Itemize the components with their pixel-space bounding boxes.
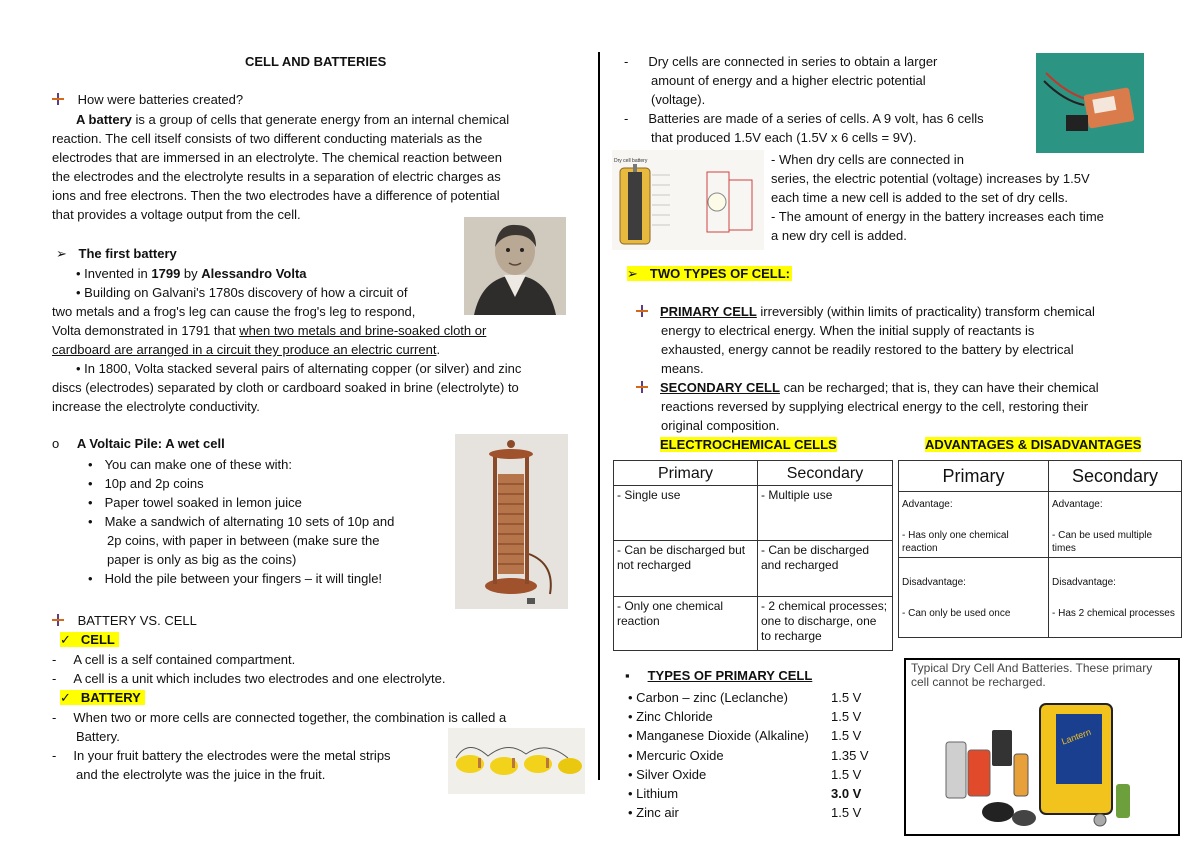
invented-line: • Invented in 1799 by Alessandro Volta (76, 266, 307, 281)
check-bullet-icon: ✓ (60, 690, 71, 705)
types-item: • Zinc air 1.5 V (628, 805, 862, 821)
dry-line: that produced 1.5V each (1.5V x 6 cells = 9V). (651, 130, 917, 145)
circle-bullet-icon: o (52, 436, 60, 451)
dot-bullet-icon: • (88, 571, 93, 586)
adv-heading: ADVANTAGES & DISADVANTAGES (925, 437, 1142, 452)
two-types-heading: ➢ TWO TYPES OF CELL: (627, 266, 791, 281)
table-cell: - Can be discharged but not recharged (614, 541, 758, 597)
battery-line: and the electrolyte was the juice in the fruit. (76, 767, 326, 782)
check-bullet-icon: ✓ (60, 632, 71, 647)
types-item: • Mercuric Oxide 1.35 V (628, 747, 869, 763)
voltaic-item-cont: 2p coins, with paper in between (make sure the (107, 533, 380, 548)
question-heading (52, 90, 243, 109)
dot-bullet-icon: • (88, 495, 93, 510)
dry-line: amount of energy and a higher electric potential (651, 73, 926, 88)
table-header: Primary (614, 461, 758, 486)
primary-line: PRIMARY CELL irreversibly (within limits of practicality) transform chemical (636, 302, 1095, 321)
dry-cell-lines (624, 52, 984, 147)
battery-label: ✓ BATTERY (60, 688, 145, 707)
table-cell: - Only one chemical reaction (614, 597, 758, 651)
first-battery-heading: ➢ The first battery (56, 246, 177, 261)
voltaic-pile-image (455, 434, 568, 609)
column-divider (598, 52, 600, 780)
dot-bullet-icon: • (88, 514, 93, 529)
table-header: Secondary (758, 461, 893, 486)
dry-line: (voltage). (651, 92, 706, 107)
voltaic-item: • Hold the pile between your fingers – it will tingle! (88, 571, 383, 586)
electro-heading: ELECTROCHEMICAL CELLS (660, 437, 837, 452)
voltaic-item-cont: paper is only as big as the coins) (107, 552, 297, 567)
types-list (628, 688, 869, 822)
cell-lines (52, 650, 446, 688)
table-cell: Advantage: - Can be used multiple times (1049, 492, 1182, 558)
electrochemical-table (613, 460, 893, 651)
secondary-line: reactions reversed by supplying electrical energy to the cell, restoring their (661, 399, 1089, 414)
svg-text:Dry cell battery: Dry cell battery (614, 158, 648, 164)
dry-line: - Batteries are made of a series of cells. A 9 volt, has 6 cells (624, 111, 984, 126)
dot-bullet-icon: • (88, 476, 93, 491)
table-header: Secondary (1049, 461, 1182, 492)
voltaic-list (88, 455, 394, 588)
voltaic-item: • You can make one of these with: (88, 457, 292, 472)
advantages-table (898, 460, 1182, 638)
types-item: • Manganese Dioxide (Alkaline) 1.5 V (628, 728, 862, 744)
intro-line: A battery is a group of cells that generate energy from an internal chemical (76, 112, 510, 127)
dry-line: - Dry cells are connected in series to obtain a larger (624, 54, 938, 69)
voltaic-heading: o A Voltaic Pile: A wet cell (52, 436, 225, 451)
secondary-line: original composition. (661, 418, 780, 433)
intro-line: that provides a voltage output from the cell. (52, 207, 301, 222)
table-header: Primary (899, 461, 1049, 492)
series-line: a new dry cell is added. (771, 228, 907, 243)
plus-bullet-icon (636, 305, 648, 317)
svg-text:Lantern: Lantern (1060, 726, 1093, 747)
galvani-line: two metals and a frog's leg can cause the frog's leg to respond, (52, 304, 416, 319)
secondary-line: SECONDARY CELL can be recharged; that is, they can have their chemical (636, 378, 1099, 397)
cell-line: - A cell is a self contained compartment. (52, 652, 296, 667)
series-line: - The amount of energy in the battery increases each time (771, 209, 1104, 224)
volta-portrait-image (464, 217, 566, 315)
table-cell: Advantage: - Has only one chemical reaction (899, 492, 1049, 558)
battery-lines (52, 708, 506, 784)
voltaic-item: • Paper towel soaked in lemon juice (88, 495, 302, 510)
galvani-line: • Building on Galvani's 1780s discovery of how a circuit of (76, 285, 408, 300)
types-item: • Silver Oxide 1.5 V (628, 766, 862, 782)
table-cell: - 2 chemical processes; one to discharge, one to recharge (758, 597, 893, 651)
volta-line: Volta demonstrated in 1791 that when two metals and brine-soaked cloth or (52, 323, 487, 338)
cell-line: - A cell is a unit which includes two electrodes and one electrolyte. (52, 671, 446, 686)
primary-line: means. (661, 361, 704, 376)
first-battery-body (52, 264, 521, 416)
battery-line: - When two or more cells are connected together, the combination is called a (52, 710, 507, 725)
primary-line: exhausted, energy cannot be readily restored to the battery by electrical (661, 342, 1074, 357)
battery-line: Battery. (76, 729, 120, 744)
series-line: series, the electric potential (voltage) increases by 1.5V (771, 171, 1090, 186)
dry-cells-image (906, 694, 1178, 834)
voltaic-item: • 10p and 2p coins (88, 476, 204, 491)
plus-bullet-icon (636, 381, 648, 393)
secondary-cell-block (636, 378, 1099, 435)
series-line: - When dry cells are connected in (771, 152, 964, 167)
types-item: • Carbon – zinc (Leclanche) 1.5 V (628, 690, 862, 705)
plus-bullet-icon (52, 93, 64, 105)
nine-volt-battery-image (1036, 53, 1144, 153)
battery-line: - In your fruit battery the electrodes were the metal strips (52, 748, 391, 763)
types-item: • Lithium 3.0 V (628, 786, 862, 802)
page-title: CELL AND BATTERIES (245, 54, 387, 69)
square-bullet-icon: ▪ (625, 668, 630, 683)
intro-line: the electrodes and the electrolyte results in a separation of electric charges as (52, 169, 501, 184)
table-cell: Disadvantage: - Can only be used once (899, 558, 1049, 638)
table-cell: - Single use (614, 486, 758, 541)
bvc-heading: BATTERY VS. CELL (52, 611, 197, 630)
volta-1800-line: increase the electrolyte conductivity. (52, 399, 260, 414)
intro-line: electrodes that are immersed in an electrolyte. The chemical reaction between (52, 150, 502, 165)
types-item: • Zinc Chloride 1.5 V (628, 709, 862, 725)
cell-label: ✓ CELL (60, 630, 119, 649)
primary-line: energy to electrical energy. When the initial supply of reactants is (661, 323, 1035, 338)
intro-line: reaction. The cell itself consists of two different conducting materials as the (52, 131, 483, 146)
dot-bullet-icon: • (88, 457, 93, 472)
types-heading: ▪ TYPES OF PRIMARY CELL (625, 668, 813, 683)
arrow-bullet-icon: ➢ (627, 266, 638, 281)
volta-1800-line: • In 1800, Volta stacked several pairs of alternating copper (or silver) and zinc (76, 361, 522, 376)
table-cell: Disadvantage: - Has 2 chemical processes (1049, 558, 1182, 638)
arrow-bullet-icon: ➢ (56, 246, 67, 261)
series-line: each time a new cell is added to the set of dry cells. (771, 190, 1068, 205)
typical-dry-cells-figure (904, 658, 1180, 836)
volta-line: cardboard are arranged in a circuit they produce an electric current. (52, 342, 441, 357)
typical-caption: Typical Dry Cell And Batteries. These primary cell cannot be recharged. (911, 661, 1153, 689)
question-heading-text: How were batteries created? (77, 92, 244, 107)
table-cell: - Multiple use (758, 486, 893, 541)
fruit-battery-image (448, 728, 585, 794)
intro-line: ions and free electrons. Then the two electrodes have a difference of potential (52, 188, 500, 203)
table-cell: - Can be discharged and recharged (758, 541, 893, 597)
plus-bullet-icon (52, 614, 64, 626)
voltaic-item: • Make a sandwich of alternating 10 sets of 10p and (88, 514, 395, 529)
intro-paragraph (52, 110, 509, 224)
dry-cell-diagram-image (612, 150, 764, 250)
primary-cell-block (636, 302, 1095, 378)
volta-1800-line: discs (electrodes) separated by cloth or cardboard soaked in brine (electrolyte) to (52, 380, 519, 395)
series-lines (771, 150, 1104, 245)
